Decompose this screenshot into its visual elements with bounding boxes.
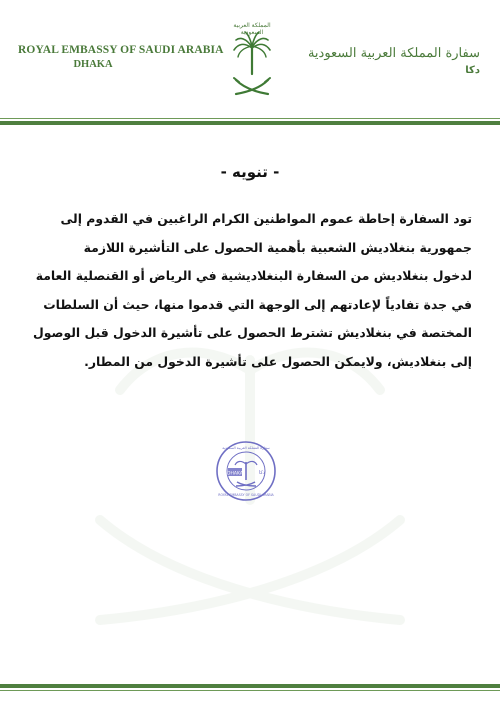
notice-line: تود السفارة إحاطة عموم المواطنين الكرام الراغبين في القدوم إلى (60, 211, 472, 226)
notice-line: المختصة في بنغلاديش تشترط الحصول على تأشيرة الدخول قبل الوصول (32, 325, 472, 340)
header-divider-thin (0, 118, 500, 119)
header-divider-thick (0, 121, 500, 125)
stamp-bottom-text: ROYAL EMBASSY OF SAUDI ARABIA (218, 493, 274, 497)
saudi-emblem-icon (230, 22, 274, 104)
arabic-city-name: دكا (465, 65, 480, 76)
embassy-stamp-icon (206, 438, 286, 504)
english-embassy-name: ROYAL EMBASSY OF SAUDI ARABIA (18, 44, 224, 56)
notice-line: لدخول بنغلاديش من السفارة البنغلاديشية في الرياض أو القنصلية العامة (35, 268, 472, 283)
letterhead (0, 0, 500, 130)
notice-line: في جدة تفادياً لإعادتهم إلى الوجهة التي قدموا منها، حيث أن السلطات (43, 296, 472, 312)
notice-line: إلى بنغلاديش، ولايمكن الحصول على تأشيرة الدخول من المطار. (84, 353, 472, 369)
notice-body (28, 205, 472, 376)
emblem-caption: المملكة العربية السعودية (233, 22, 271, 36)
arabic-letterhead (307, 46, 480, 76)
footer-divider-thick (0, 684, 500, 688)
notice-title: - تنويه - (220, 163, 280, 181)
notice-line: جمهورية بنغلاديش الشعبية بأهمية الحصول على التأشيرة اللازمة (83, 239, 472, 255)
english-city-name: DHAKA (73, 59, 113, 70)
footer-divider-thin (0, 690, 500, 691)
arabic-embassy-name: سفارة المملكة العربية السعودية (307, 46, 480, 61)
stamp-top-text: سفارة المملكة العربية السعودية (222, 446, 270, 450)
stamp-center-text: دكا (258, 470, 266, 476)
english-letterhead (18, 44, 224, 70)
stamp-city-text: DHAKA (227, 471, 243, 477)
